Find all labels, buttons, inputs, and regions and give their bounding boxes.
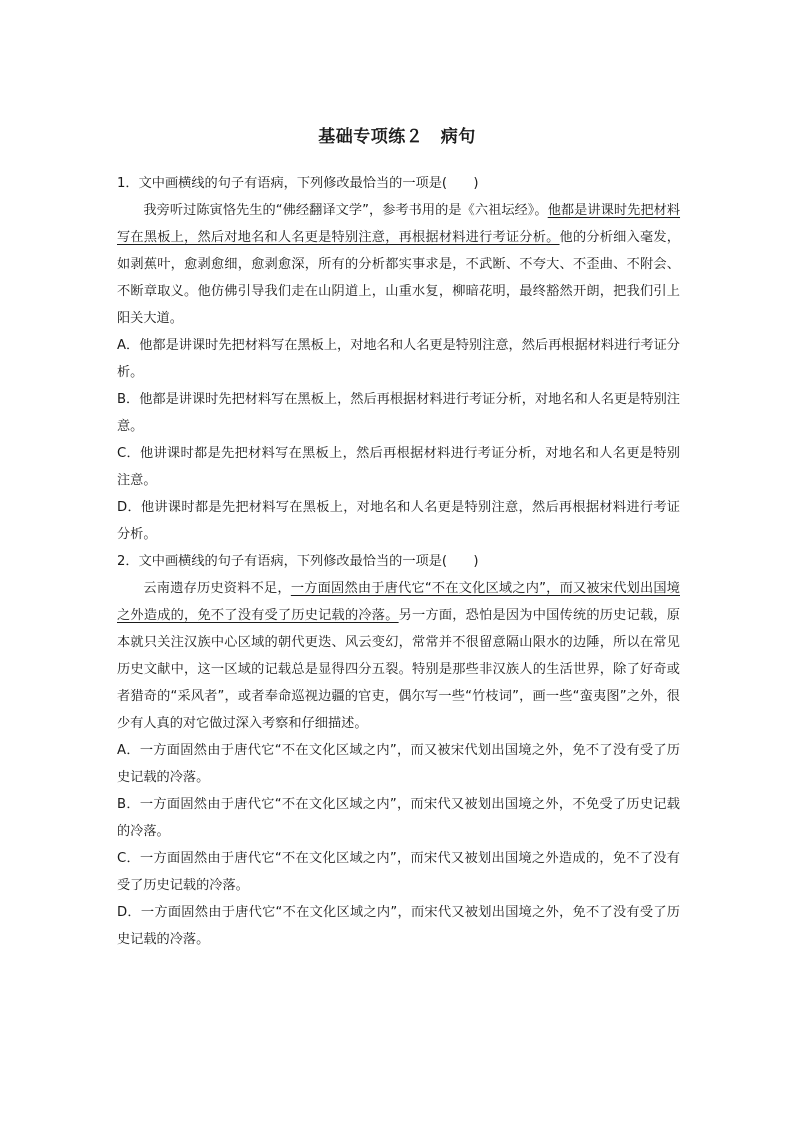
option-c: C．一方面固然由于唐代它“不在文化区域之内”，而宋代又被划出国境之外造成的，免不了没有受了历史记载的冷落。 (117, 851, 680, 893)
option-b: B．一方面固然由于唐代它“不在文化区域之内”，而宋代又被划出国境之外，不免受了历史记载的冷落。 (117, 797, 680, 839)
question-stem: 1．文中画横线的句子有语病，下列修改最恰当的一项是( ) (117, 176, 479, 191)
option-a: A．他都是讲课时先把材料写在黑板上，对地名和人名更是特别注意，然后再根据材料进行考证分析。 (117, 338, 680, 380)
underlined-sentence: 一方面固然由于唐代它“不在文化区域之内”，而又被宋代划出国境之外造成的，免不了没有受了历史记载的冷落。 (117, 581, 680, 623)
question-2 (117, 548, 680, 953)
passage-text: 他的分析细入毫发，如剥蕉叶，愈剥愈细，愈剥愈深，所有的分析都实事求是，不武断、不夸大、不歪曲、不附会、不断章取义。他仿佛引导我们走在山阴道上，山重水复，柳暗花明，最终豁然开朗，把我们引上阳关大道。 (117, 230, 680, 326)
option-a: A．一方面固然由于唐代它“不在文化区域之内”，而又被宋代划出国境之外，免不了没有受了历史记载的冷落。 (117, 743, 680, 785)
questions-container (117, 170, 680, 953)
question-stem: 2．文中画横线的句子有语病，下列修改最恰当的一项是( ) (117, 554, 479, 569)
passage-text: 云南遗存历史资料不足， (143, 581, 291, 596)
option-b: B．他都是讲课时先把材料写在黑板上，然后再根据材料进行考证分析，对地名和人名更是特别注意。 (117, 392, 680, 434)
question-passage (117, 575, 680, 737)
option-d: D．他讲课时都是先把材料写在黑板上，对地名和人名更是特别注意，然后再根据材料进行考证分析。 (117, 500, 680, 542)
passage-text: 我旁听过陈寅恪先生的“佛经翻译文学”，参考书用的是《六祖坛经》。 (143, 203, 548, 218)
passage-text: 另一方面，恐怕是因为中国传统的历史记载，原本就只关注汉族中心区域的朝代更迭、风云变幻，常常并不很留意隔山限水的边陲，所以在常见历史文献中，这一区域的记载总是显得四分五裂。特别是那些非汉族人的生活世界，除了好奇或者猎奇的“采风者”，或者奉命巡视边疆的官吏，偶尔写一些“竹枝词”，画一些“蛮夷图”之外，很少有人真的对它做过深入考察和仔细描述。 (117, 608, 680, 731)
page-title: 基础专项练２ 病句 (318, 127, 476, 147)
question-1 (117, 170, 680, 548)
option-c: C．他讲课时都是先把材料写在黑板上，然后再根据材料进行考证分析，对地名和人名更是特别注意。 (117, 446, 680, 488)
question-passage (117, 197, 680, 332)
underlined-sentence: 他都是讲课时先把材料写在黑板上，然后对地名和人名更是特别注意，再根据材料进行考证分析。 (117, 203, 681, 245)
option-d: D．一方面固然由于唐代它“不在文化区域之内”，而宋代又被划出国境之外，免不了没有受了历史记载的冷落。 (117, 905, 680, 947)
